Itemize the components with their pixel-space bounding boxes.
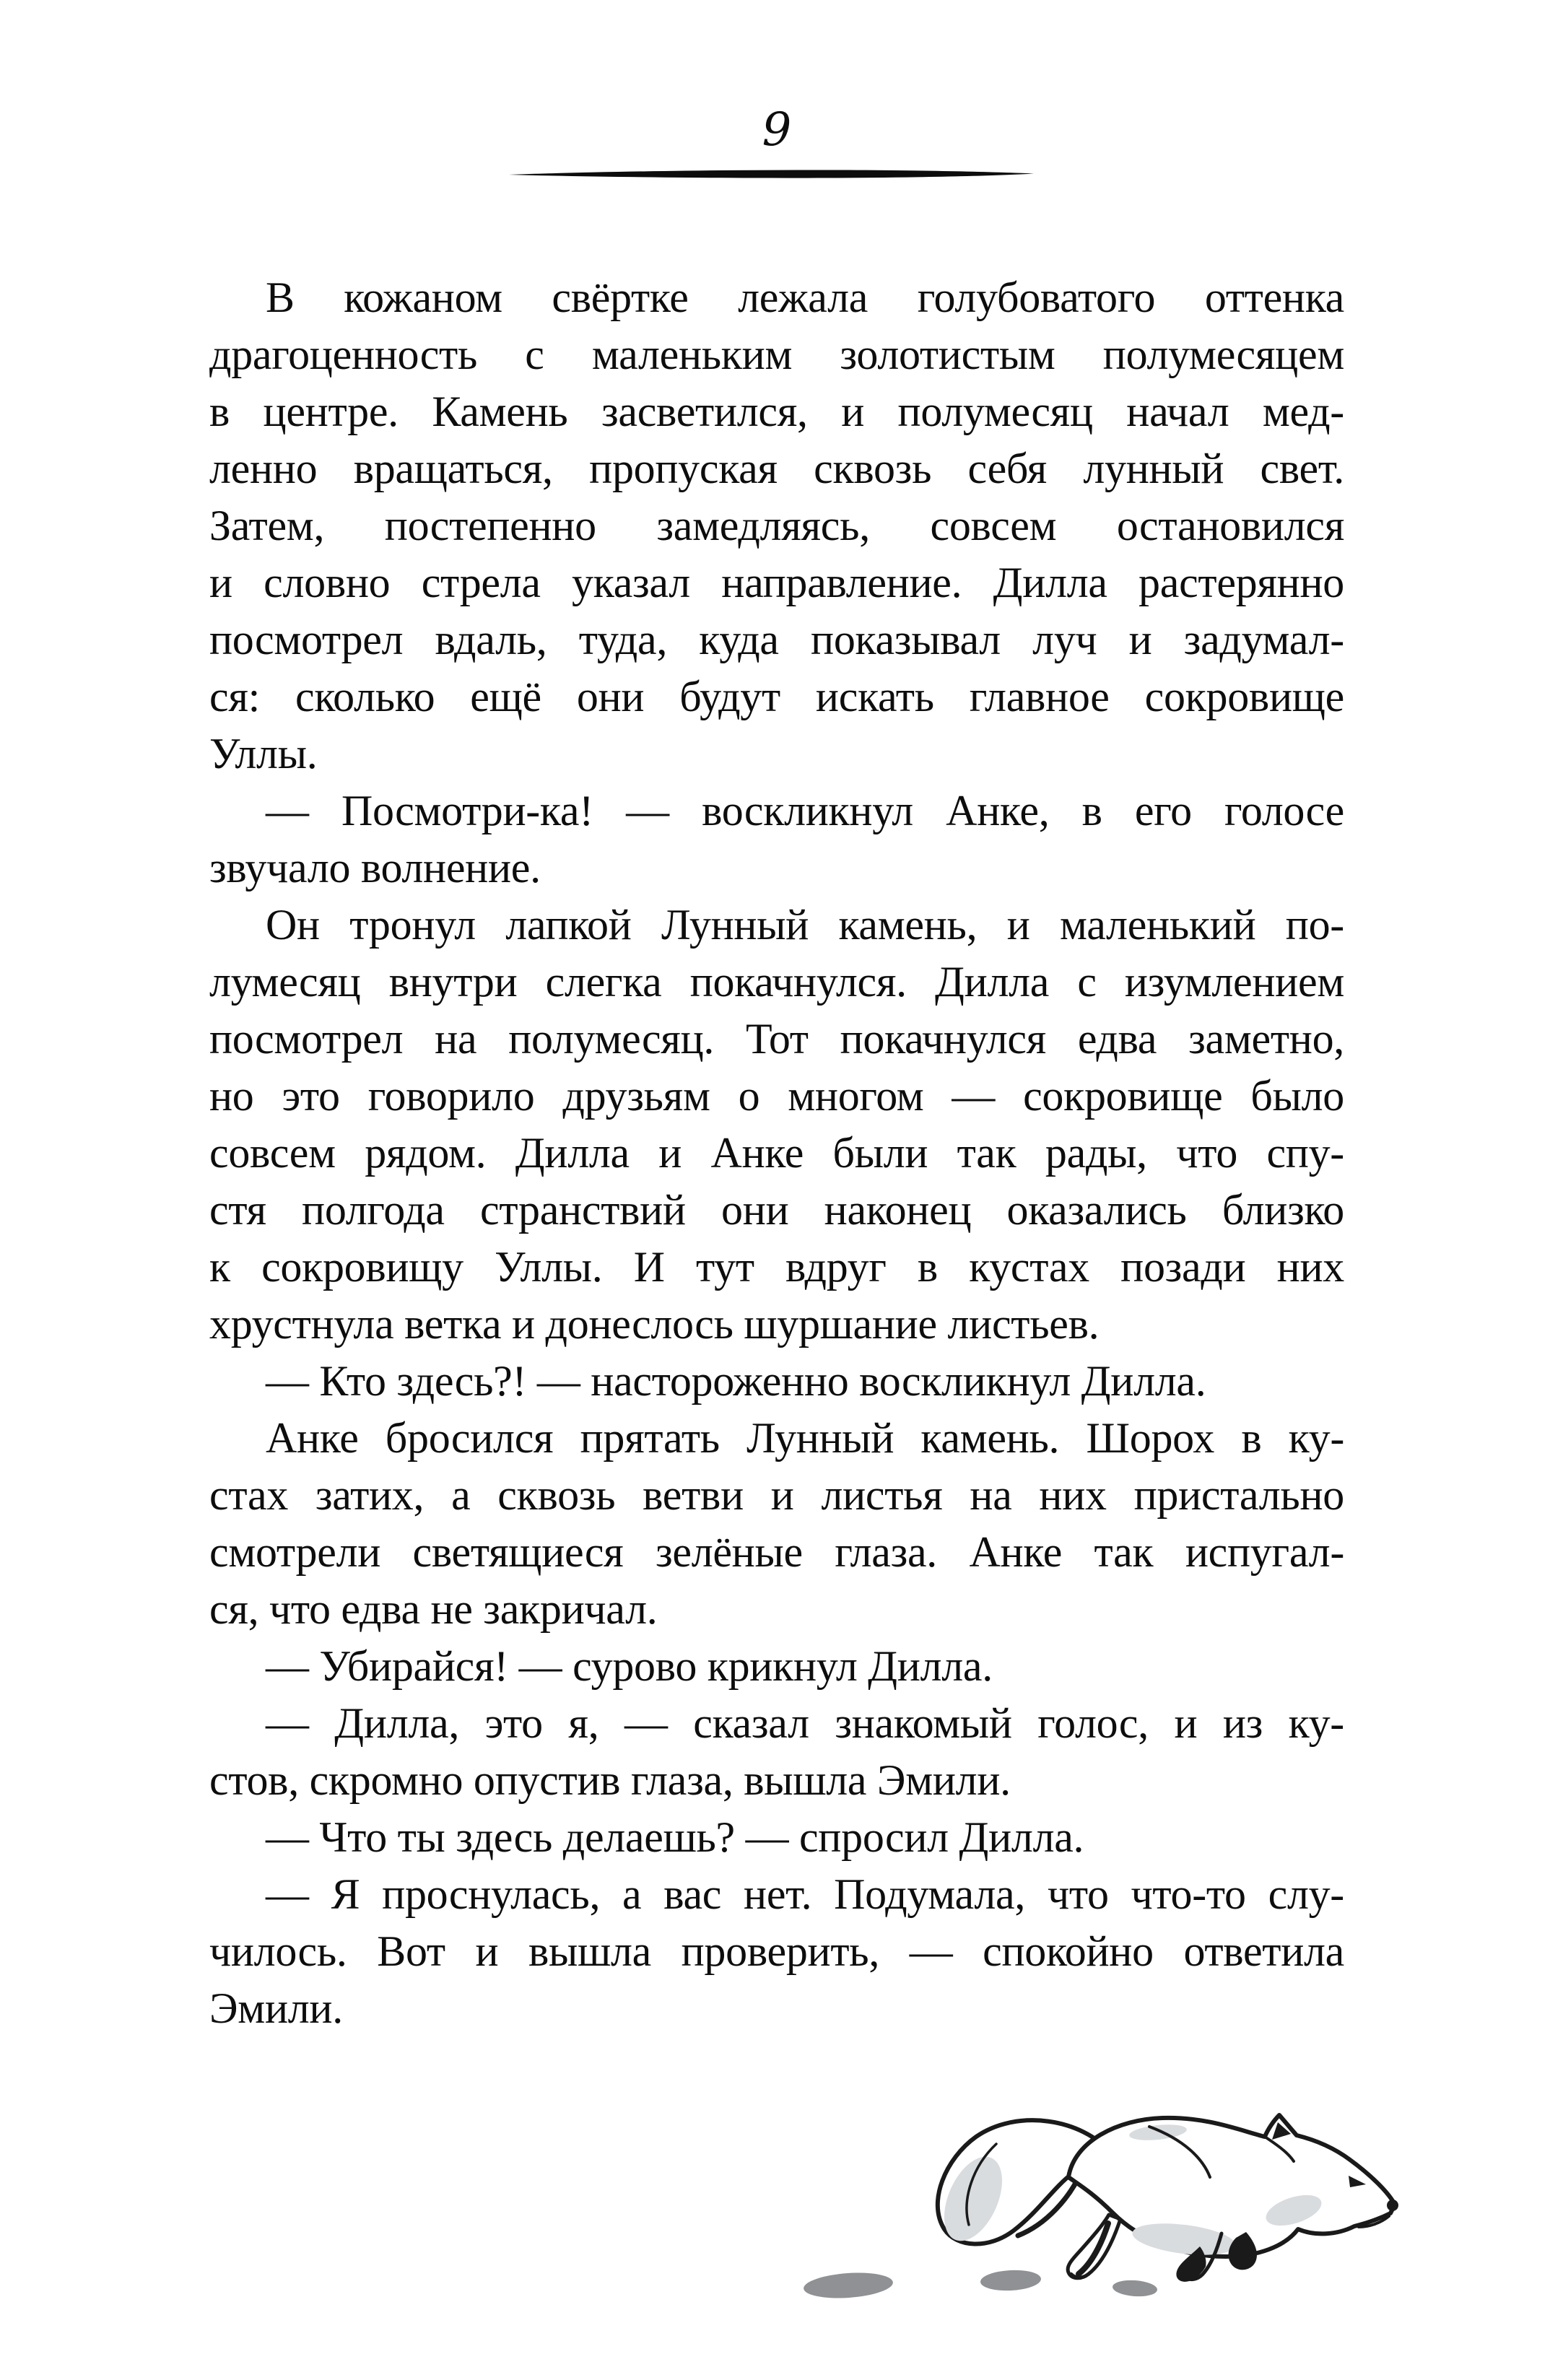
text-line: к сокровищу Уллы. И тут вдруг в кустах позади них <box>209 1243 1344 1291</box>
text-line: хрустнула ветка и донеслось шуршание листьев. <box>209 1300 1100 1348</box>
text-line: — Посмотри-ка! — воскликнул Анке, в его голосе <box>266 787 1344 834</box>
chapter-divider <box>509 168 1034 180</box>
page-number: 9 <box>762 103 792 157</box>
text-line: ся: сколько ещё они будут искать главное сокровище <box>209 673 1344 720</box>
text-line: чилось. Вот и вышла проверить, — спокойно ответила <box>209 1927 1344 1975</box>
text-line: посмотрел вдаль, туда, куда показывал луч и задумал- <box>209 616 1344 663</box>
fox-nose <box>1387 2200 1398 2211</box>
text-line: совсем рядом. Дилла и Анке были так рады, что спу- <box>209 1129 1344 1177</box>
text-line: — Убирайся! — сурово крикнул Дилла. <box>266 1642 993 1690</box>
text-line: — Кто здесь?! — настороженно воскликнул Дилла. <box>266 1357 1206 1405</box>
text-line: стов, скромно опустив глаза, вышла Эмили. <box>209 1756 1011 1804</box>
text-line: звучало волнение. <box>209 844 541 892</box>
text-line: стя полгода странствий они наконец оказались близко <box>209 1186 1344 1234</box>
text-line: посмотрел на полумесяц. Тот покачнулся едва заметно, <box>209 1015 1344 1063</box>
text-line: Уллы. <box>209 730 318 777</box>
text-line: — Дилла, это я, — сказал знакомый голос, и из ку- <box>266 1699 1344 1747</box>
text-line: но это говорило друзьям о многом — сокровище было <box>209 1072 1344 1120</box>
text-line: драгоценность с маленьким золотистым полумесяцем <box>209 331 1344 378</box>
text-line: Эмили. <box>209 1984 343 2032</box>
text-line: и словно стрела указал направление. Дилла растерянно <box>209 559 1344 606</box>
text-line: Затем, постепенно замедляясь, совсем остановился <box>209 502 1344 549</box>
text-block <box>209 269 1344 2037</box>
text-line: В кожаном свёртке лежала голубоватого оттенка <box>266 274 1344 321</box>
paw-prints <box>803 2269 1158 2301</box>
text-line: стах затих, а сквозь ветви и листья на них пристально <box>209 1471 1344 1519</box>
fox-illustration <box>780 2092 1415 2309</box>
text-line: ся, что едва не закричал. <box>209 1585 658 1633</box>
text-line: Анке бросился прятать Лунный камень. Шорох в ку- <box>266 1414 1344 1462</box>
fox-rear-leg <box>1068 2215 1120 2278</box>
text-line: — Что ты здесь делаешь? — спросил Дилла. <box>266 1813 1084 1861</box>
text-line: лумесяц внутри слегка покачнулся. Дилла с изумлением <box>209 958 1344 1006</box>
text-line: ленно вращаться, пропуская сквозь себя лунный свет. <box>209 445 1344 492</box>
text-line: в центре. Камень засветился, и полумесяц начал мед- <box>209 388 1344 435</box>
text-line: Он тронул лапкой Лунный камень, и маленький по- <box>266 901 1344 949</box>
text-line: — Я проснулась, а вас нет. Подумала, что что-то слу- <box>266 1870 1344 1918</box>
fox-body <box>1068 2115 1398 2260</box>
text-line: смотрели светящиеся зелёные глаза. Анке так испугал- <box>209 1528 1344 1576</box>
